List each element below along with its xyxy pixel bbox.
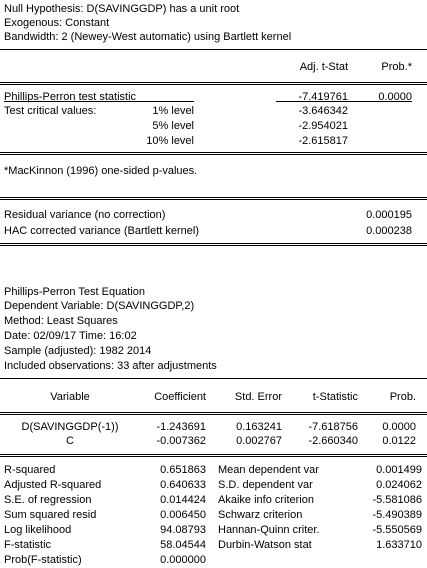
divider (0, 49, 427, 50)
stat-value: 0.014424 (160, 494, 206, 506)
stat-value: 58.04544 (160, 539, 206, 551)
divider (0, 197, 427, 200)
stat-label: S.E. of regression (4, 494, 92, 506)
coef-variable: D(SAVINGGDP(-1)) (21, 421, 119, 433)
pp-stat-value: -7.419761 (298, 91, 348, 103)
observations-text: Included observations: 33 after adjustments (4, 360, 217, 372)
col-header-adj-tstat: Adj. t-Stat (299, 61, 348, 73)
col-header-std-error: Std. Error (234, 391, 282, 403)
stat-value: 0.024062 (376, 479, 422, 491)
stat-label: Mean dependent var (218, 464, 319, 476)
stat-value: -5.490389 (372, 509, 422, 521)
stat-value: 0.006450 (160, 509, 206, 521)
hac-variance-value: 0.000238 (366, 225, 412, 237)
divider (0, 412, 427, 415)
stat-value: 94.08793 (160, 524, 206, 536)
null-hypothesis-text: Null Hypothesis: D(SAVINGGDP) has a unit root (4, 3, 240, 15)
residual-variance-label: Residual variance (no correction) (4, 209, 166, 221)
stat-value: 0.000000 (160, 554, 206, 566)
divider (0, 378, 427, 379)
stat-label: Prob(F-statistic) (4, 554, 82, 566)
underline (276, 101, 412, 102)
col-header-prob: Prob.* (381, 61, 412, 73)
footnote-text: *MacKinnon (1996) one-sided p-values. (4, 165, 198, 177)
coef-prob: 0.0122 (382, 435, 416, 447)
stat-label: Sum squared resid (4, 509, 97, 521)
stat-label: Adjusted R-squared (4, 479, 102, 491)
method-text: Method: Least Squares (4, 315, 118, 327)
stat-value: 1.633710 (376, 539, 422, 551)
stat-label: Akaike info criterion (218, 494, 314, 506)
crit-level: 5% level (152, 120, 194, 132)
coef-std-error: 0.163241 (236, 421, 282, 433)
divider (0, 152, 427, 155)
crit-value: -3.646342 (298, 105, 348, 117)
crit-level: 1% level (152, 105, 194, 117)
divider (0, 82, 427, 85)
dependent-variable: Dependent Variable: D(SAVINGGDP,2) (4, 300, 195, 312)
coef-t-statistic: -7.618756 (308, 421, 358, 433)
stat-label: Durbin-Watson stat (218, 539, 312, 551)
col-header-variable: Variable (50, 391, 90, 403)
divider (0, 454, 427, 457)
coef-value: -1.243691 (156, 421, 206, 433)
equation-title: Phillips-Perron Test Equation (4, 286, 146, 298)
stat-value: -5.550569 (372, 524, 422, 536)
col-header-coefficient: Coefficient (154, 391, 206, 403)
pp-stat-prob: 0.0000 (378, 91, 412, 103)
hac-variance-label: HAC corrected variance (Bartlett kernel) (4, 225, 200, 237)
crit-values-label: Test critical values: (4, 105, 97, 117)
stat-label: Log likelihood (4, 524, 72, 536)
col-header-prob: Prob. (389, 391, 416, 403)
crit-value: -2.954021 (298, 120, 348, 132)
stat-value: -5.581086 (372, 494, 422, 506)
stat-value: 0.651863 (160, 464, 206, 476)
stat-label: Hannan-Quinn criter. (218, 524, 320, 536)
exogenous-text: Exogenous: Constant (4, 17, 110, 29)
col-header-t-statistic: t-Statistic (312, 391, 358, 403)
divider (0, 243, 427, 246)
date-time-text: Date: 02/09/17 Time: 16:02 (4, 330, 137, 342)
sample-text: Sample (adjusted): 1982 2014 (4, 345, 152, 357)
coef-value: -0.007362 (156, 435, 206, 447)
crit-level: 10% level (146, 135, 194, 147)
residual-variance-value: 0.000195 (366, 209, 412, 221)
bandwidth-text: Bandwidth: 2 (Newey-West automatic) using Bartlett kernel (4, 31, 292, 43)
coef-t-statistic: -2.660340 (308, 435, 358, 447)
stat-value: 0.001499 (376, 464, 422, 476)
coef-prob: 0.0000 (382, 421, 416, 433)
stat-label: S.D. dependent var (218, 479, 313, 491)
coef-variable: C (66, 435, 74, 447)
stat-label: R-squared (4, 464, 56, 476)
stat-label: Schwarz criterion (218, 509, 303, 521)
crit-value: -2.615817 (298, 135, 348, 147)
stat-value: 0.640633 (160, 479, 206, 491)
coef-std-error: 0.002767 (236, 435, 282, 447)
pp-stat-label: Phillips-Perron test statistic (4, 91, 137, 103)
stat-label: F-statistic (4, 539, 52, 551)
underline (4, 101, 194, 102)
